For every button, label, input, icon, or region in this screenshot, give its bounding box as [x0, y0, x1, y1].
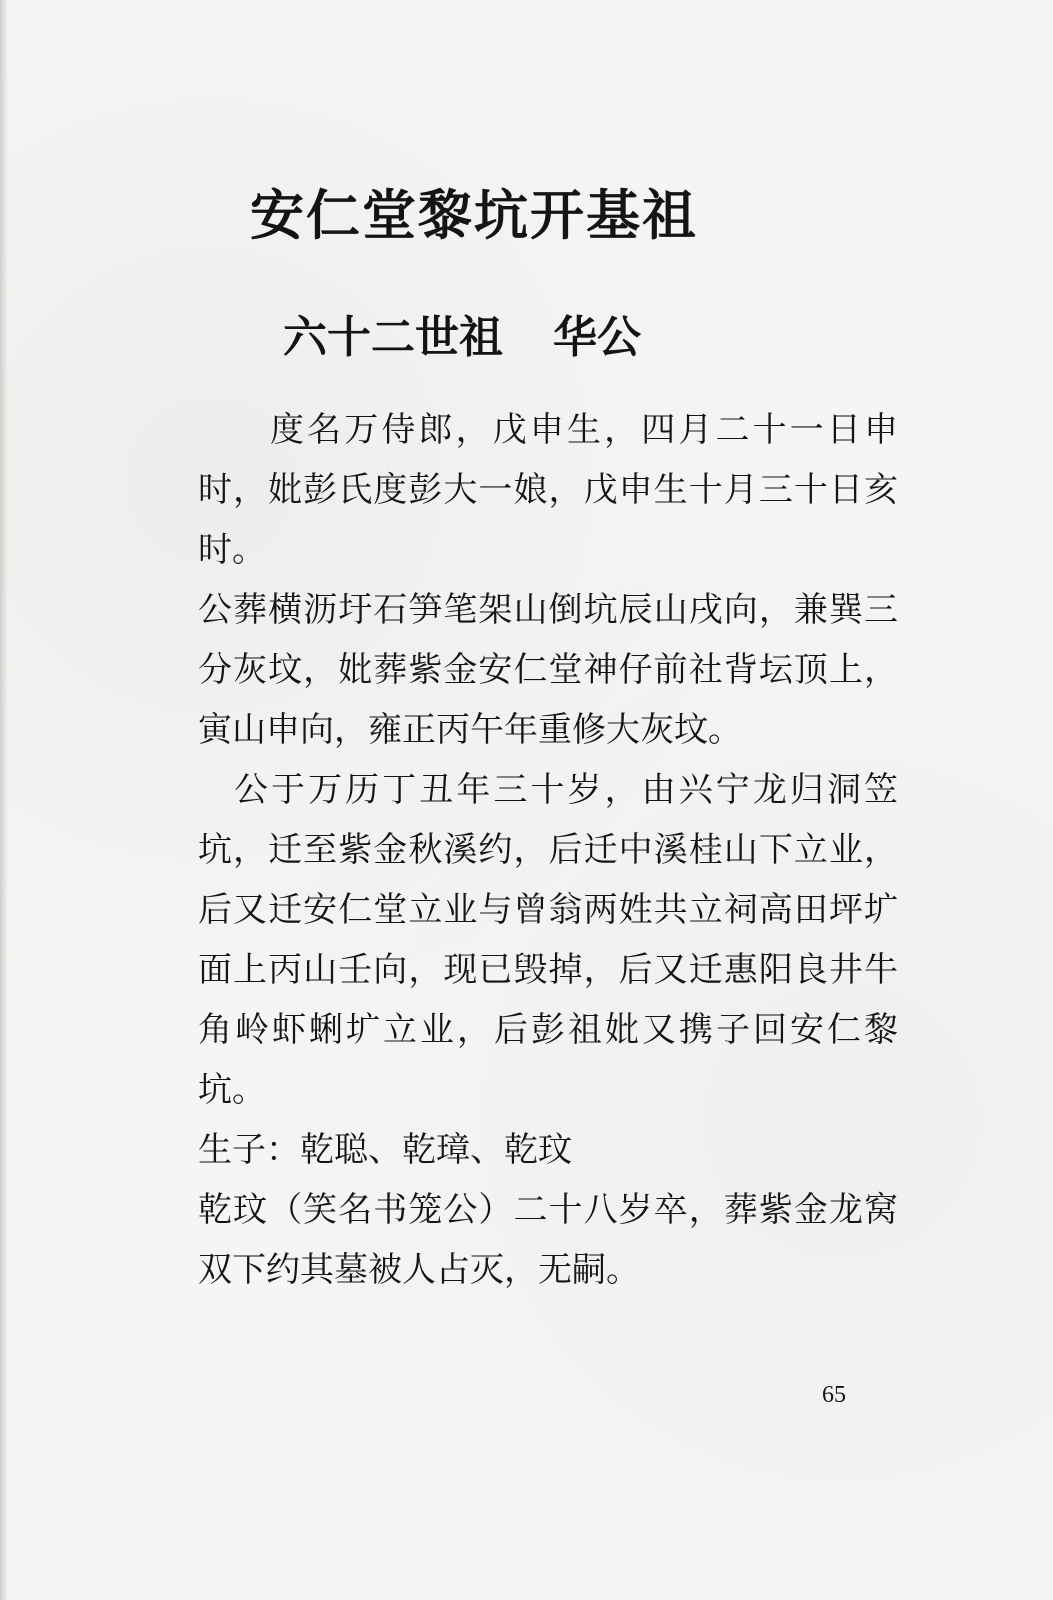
paragraph-sons: 生子：乾聪、乾璋、乾玟 [198, 1130, 572, 1170]
subtitle [283, 308, 641, 368]
paragraph-qianmin: 乾玟（笑名书笼公）二十八岁卒，葬紫金龙窝双下约其墓被人占灭，无嗣。 [198, 1190, 898, 1290]
paragraph-migration: 公于万历丁丑年三十岁，由兴宁龙归洞笠坑，迁至紫金秋溪约，后迁中溪桂山下立业，后又迁安仁堂立业与曾翁两姓共立祠高田坪圹面上丙山壬向，现已毁掉，后又迁惠阳良井牛角岭虾蜊圹立业，后彭祖妣又携子回安仁黎坑。 [198, 770, 898, 1110]
subtitle-generation: 六十二世祖 [283, 312, 503, 363]
paragraph-burial: 公葬横沥圩石笋笔架山倒坑辰山戌向，兼巽三分灰坟，妣葬紫金安仁堂神仔前社背坛顶上，寅山申向，雍正丙午年重修大灰坟。 [198, 590, 898, 750]
main-title: 安仁堂黎坑开基祖 [250, 183, 698, 247]
body-text [198, 400, 898, 1300]
paragraph-birth-dates: 度名万侍郎，戊申生，四月二十一日申时，妣彭氏度彭大一娘，戊申生十月三十日亥时。 [198, 410, 898, 570]
page-number: 65 [822, 1382, 846, 1408]
subtitle-name: 华公 [553, 312, 641, 363]
scan-edge-shadow [0, 0, 8, 1600]
